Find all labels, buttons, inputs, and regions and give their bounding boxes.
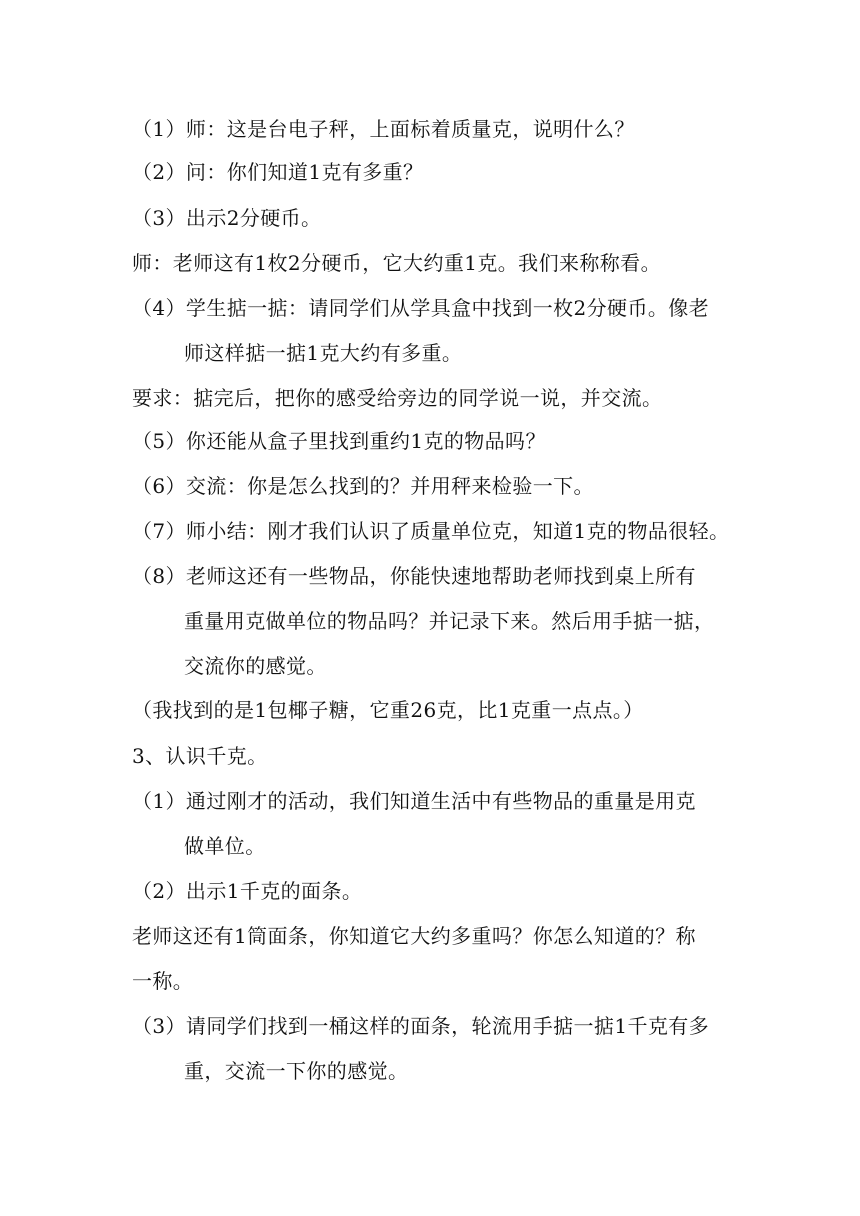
text-line-17: 做单位。	[184, 834, 266, 858]
text-line-7: 要求：掂完后，把你的感受给旁边的同学说一说，并交流。	[132, 386, 663, 410]
text-line-22: 重，交流一下你的感觉。	[184, 1059, 409, 1083]
text-line-16: （1）通过刚才的活动，我们知道生活中有些物品的重量是用克	[132, 789, 696, 813]
text-line-19: 老师这还有1筒面条，你知道它大约多重吗？你怎么知道的？称	[132, 924, 696, 948]
text-line-13: 交流你的感觉。	[184, 654, 327, 678]
text-line-4: 师：老师这有1枚2分硬币，它大约重1克。我们来称称看。	[132, 251, 661, 275]
text-line-20: 一称。	[132, 969, 194, 993]
text-line-12: 重量用克做单位的物品吗？并记录下来。然后用手掂一掂，	[184, 609, 715, 633]
text-line-6: 师这样掂一掂1克大约有多重。	[184, 341, 463, 365]
text-line-10: （7）师小结：刚才我们认识了质量单位克，知道1克的物品很轻。	[132, 519, 730, 543]
text-line-18: （2）出示1千克的面条。	[132, 879, 363, 903]
text-line-3: （3）出示2分硬币。	[132, 206, 322, 230]
text-line-14: （我找到的是1包椰子糖，它重26克，比1克重一点点。）	[132, 698, 644, 722]
text-line-2: （2）问：你们知道1克有多重？	[132, 160, 424, 184]
text-line-5: （4）学生掂一掂：请同学们从学具盒中找到一枚2分硬币。像老	[132, 296, 710, 320]
text-line-21: （3）请同学们找到一桶这样的面条，轮流用手掂一掂1千克有多	[132, 1014, 710, 1038]
text-line-9: （6）交流：你是怎么找到的？并用秤来检验一下。	[132, 474, 594, 498]
text-line-11: （8）老师这还有一些物品，你能快速地帮助老师找到桌上所有	[132, 564, 696, 588]
text-line-15: 3、认识千克。	[132, 744, 268, 768]
text-line-8: （5）你还能从盒子里找到重约1克的物品吗？	[132, 429, 546, 453]
text-line-1: （1）师：这是台电子秤，上面标着质量克，说明什么？	[132, 117, 635, 141]
